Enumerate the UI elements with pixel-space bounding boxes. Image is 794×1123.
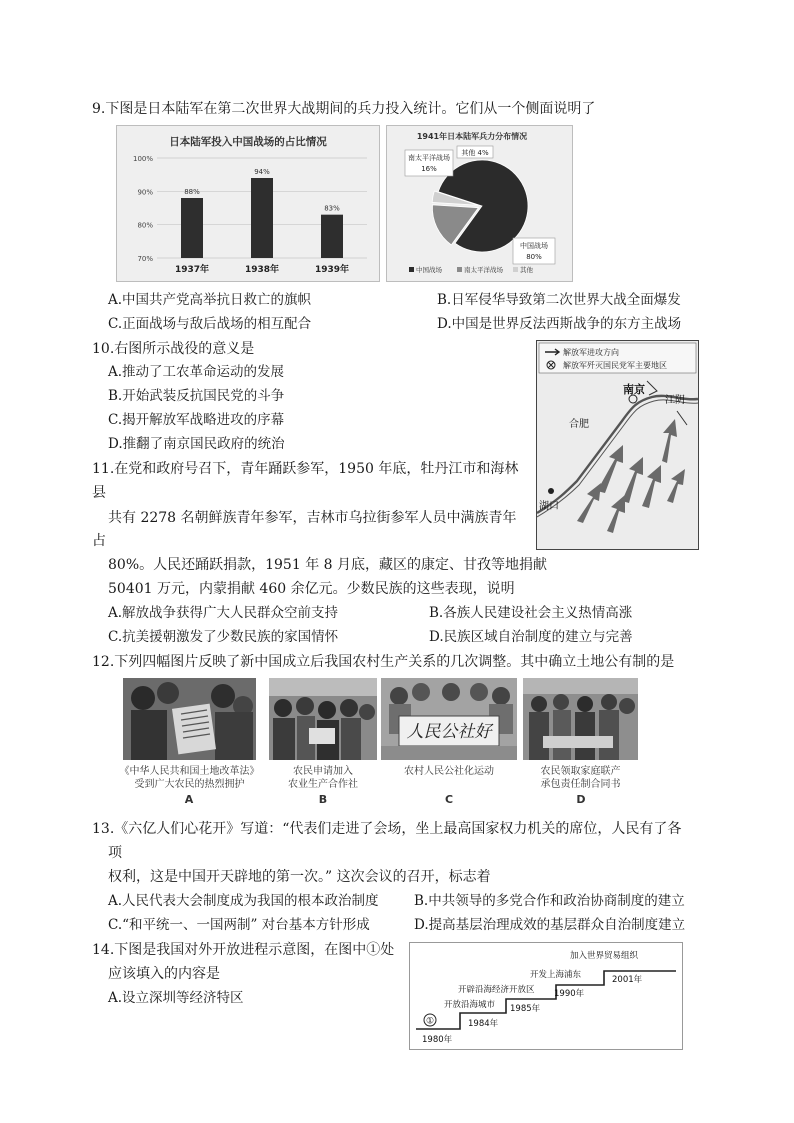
photo-b[interactable] bbox=[269, 678, 377, 760]
q11-line1: 11.在党和政府号召下，青年踊跃参军，1950 年底，牡丹江市和海林 bbox=[92, 461, 519, 477]
map-city-hukou: 湖口 bbox=[539, 501, 559, 512]
opening-up-diagram bbox=[409, 942, 683, 1050]
q11-option-b[interactable]: B.各族人民建设社会主义热情高涨 bbox=[429, 605, 633, 621]
pie-legend-swatch bbox=[409, 267, 414, 272]
q10-stem: 10.右图所示战役的意义是 bbox=[92, 341, 255, 357]
diagram-year5: 2001年 bbox=[612, 975, 643, 985]
q9-stem: 9.下图是日本陆军在第二次世界大战期间的兵力投入统计。它们从一个侧面说明了 bbox=[92, 101, 596, 117]
photo-c-letter: C bbox=[444, 793, 454, 806]
bar-ytick-label: 80% bbox=[137, 221, 153, 230]
map-legend-1: 解放军进攻方向 bbox=[563, 348, 619, 357]
photo-c[interactable] bbox=[381, 678, 517, 760]
pie-legend-label: 其他 bbox=[520, 266, 533, 274]
bar-chart bbox=[117, 126, 379, 281]
battle-map-graphic bbox=[537, 341, 698, 549]
bar-ytick-label: 70% bbox=[137, 255, 153, 263]
q13-option-d[interactable]: D.提高基层治理成效的基层群众自治制度建立 bbox=[414, 917, 686, 933]
q10-option-b[interactable]: B.开始武装反抗国民党的斗争 bbox=[108, 388, 285, 404]
map-city-hefei: 合肥 bbox=[569, 419, 589, 430]
bar-ytick-label: 90% bbox=[137, 188, 153, 197]
photo-c-caption1: 农村人民公社化运动 bbox=[404, 766, 494, 777]
q13-line3: 权利，这是中国开天辟地的第一次。” 这次会议的召开，标志着 bbox=[108, 869, 491, 885]
q9-option-b[interactable]: B.日军侵华导致第二次世界大战全面爆发 bbox=[437, 292, 681, 308]
photo-d[interactable] bbox=[523, 678, 638, 760]
q10-option-d[interactable]: D.推翻了南京国民政府的统治 bbox=[108, 436, 285, 452]
map-city-nanjing: 南京 bbox=[623, 383, 645, 396]
q14-option-a[interactable]: A.设立深圳等经济特区 bbox=[108, 990, 244, 1006]
q13-option-b[interactable]: B.中共领导的多党合作和政治协商制度的建立 bbox=[414, 893, 685, 909]
q11-option-c[interactable]: C.抗美援朝激发了少数民族的家国情怀 bbox=[108, 629, 339, 645]
bar-chart-panel bbox=[116, 125, 380, 282]
q11-line4: 占 bbox=[92, 533, 106, 549]
q11-option-d[interactable]: D.民族区域自治制度的建立与完善 bbox=[429, 629, 633, 645]
photo-d-caption1: 农民领取家庭联产 bbox=[540, 766, 621, 777]
q13-line1: 13.《六亿人们心花开》写道：“代表们走进了会场，坐上最高国家权力机关的席位，人民有了各 bbox=[92, 821, 682, 837]
photo-a-letter: A bbox=[184, 793, 194, 806]
photo-c-banner: 人民公社好 bbox=[406, 722, 492, 742]
hukou-marker bbox=[548, 488, 554, 494]
pie-legend-swatch bbox=[457, 267, 462, 272]
photo-b-caption2: 农业生产合作社 bbox=[288, 779, 358, 790]
diagram-step5: 加入世界贸易组织 bbox=[570, 951, 639, 961]
bar-category-label: 1938年 bbox=[244, 265, 280, 275]
bar-data-label: 94% bbox=[254, 168, 270, 176]
pie-chart-panel bbox=[386, 125, 573, 282]
diagram-year4: 1990年 bbox=[554, 989, 585, 999]
battle-map bbox=[536, 340, 699, 550]
map-city-jiangyin: 江阴 bbox=[665, 395, 685, 406]
staircase-graphic bbox=[410, 943, 682, 1049]
q11-line3: 共有 2278 名朝鲜族青年参军，吉林市乌拉街参军人员中满族青年 bbox=[108, 510, 517, 526]
q13-option-a[interactable]: A.人民代表大会制度成为我国的根本政治制度 bbox=[108, 893, 379, 909]
q11-option-a[interactable]: A.解放战争获得广大人民群众空前支持 bbox=[108, 605, 339, 621]
q13-line2: 项 bbox=[108, 845, 122, 861]
pie-value-south-pacific: 16% bbox=[421, 165, 437, 173]
q10-option-a[interactable]: A.推动了工农革命运动的发展 bbox=[108, 364, 285, 380]
photo-b-caption1: 农民申请加入 bbox=[293, 766, 353, 777]
bar-category-label: 1937年 bbox=[174, 265, 210, 275]
pie-label-south-pacific: 南太平洋战场 bbox=[408, 154, 450, 162]
q10-option-c[interactable]: C.揭开解放军战略进攻的序幕 bbox=[108, 412, 285, 428]
photo-d-letter: D bbox=[576, 793, 586, 806]
bar-ytick-label: 100% bbox=[132, 155, 153, 163]
pie-legend-swatch bbox=[513, 267, 518, 272]
pie-value-china: 80% bbox=[526, 253, 542, 261]
pie-chart-title: 1941年日本陆军兵力分布情况 bbox=[416, 132, 528, 141]
bar-chart-title: 日本陆军投入中国战场的占比情况 bbox=[169, 136, 327, 148]
q9-option-d[interactable]: D.中国是世界反法西斯战争的东方主战场 bbox=[437, 316, 682, 332]
diagram-year1: 1980年 bbox=[422, 1035, 453, 1045]
nanjing-marker bbox=[629, 395, 637, 403]
photo-b-letter: B bbox=[318, 793, 328, 806]
pie-label-china: 中国战场 bbox=[520, 242, 548, 250]
q14-line1: 14.下图是我国对外开放进程示意图，在图中①处 bbox=[92, 942, 395, 958]
diagram-step3: 开辟沿海经济开放区 bbox=[458, 985, 535, 995]
pie-legend-label: 南太平洋战场 bbox=[464, 266, 503, 274]
diagram-step2: 开放沿海城市 bbox=[444, 1000, 496, 1010]
bar-category-label: 1939年 bbox=[314, 265, 350, 275]
diagram-step4: 开发上海浦东 bbox=[530, 970, 582, 980]
photo-a-caption2: 受到广大农民的热烈拥护 bbox=[134, 779, 245, 790]
pie-chart bbox=[387, 126, 572, 281]
photo-a-caption1: 《中华人民共和国土地改革法》 bbox=[119, 766, 260, 777]
photo-d-caption2: 承包责任制合同书 bbox=[540, 779, 621, 790]
attack-arrows bbox=[577, 419, 685, 533]
q13-option-c[interactable]: C.“和平统一、一国两制” 对台基本方针形成 bbox=[108, 917, 370, 933]
bar-1937年 bbox=[181, 198, 203, 258]
diagram-year2: 1984年 bbox=[468, 1019, 499, 1029]
q9-option-c[interactable]: C.正面战场与敌后战场的相互配合 bbox=[108, 316, 312, 332]
bar-1939年 bbox=[321, 215, 343, 258]
q11-line6: 50401 万元，内蒙捐献 460 余亿元。少数民族的这些表现，说明 bbox=[108, 581, 515, 597]
pie-label-other: 其他 4% bbox=[461, 149, 489, 157]
q14-line2: 应该填入的内容是 bbox=[108, 966, 220, 982]
diagram-year3: 1985年 bbox=[510, 1004, 541, 1014]
diagram-step1: ① bbox=[425, 1016, 435, 1027]
photo-a[interactable] bbox=[123, 678, 256, 760]
q11-line2: 县 bbox=[92, 485, 106, 501]
bar-1938年 bbox=[251, 178, 273, 258]
map-legend-2: 解放军歼灭国民党军主要地区 bbox=[563, 361, 667, 370]
bar-data-label: 83% bbox=[324, 204, 340, 213]
q12-stem: 12.下列四幅图片反映了新中国成立后我国农村生产关系的几次调整。其中确立土地公有制的是 bbox=[92, 654, 675, 670]
q9-option-a[interactable]: A.中国共产党高举抗日救亡的旗帜 bbox=[108, 292, 312, 308]
q11-line5: 80%。人民还踊跃捐款，1951 年 8 月底，藏区的康定、甘孜等地捐献 bbox=[108, 557, 548, 573]
bar-data-label: 88% bbox=[184, 188, 200, 196]
pie-legend-label: 中国战场 bbox=[416, 266, 442, 274]
